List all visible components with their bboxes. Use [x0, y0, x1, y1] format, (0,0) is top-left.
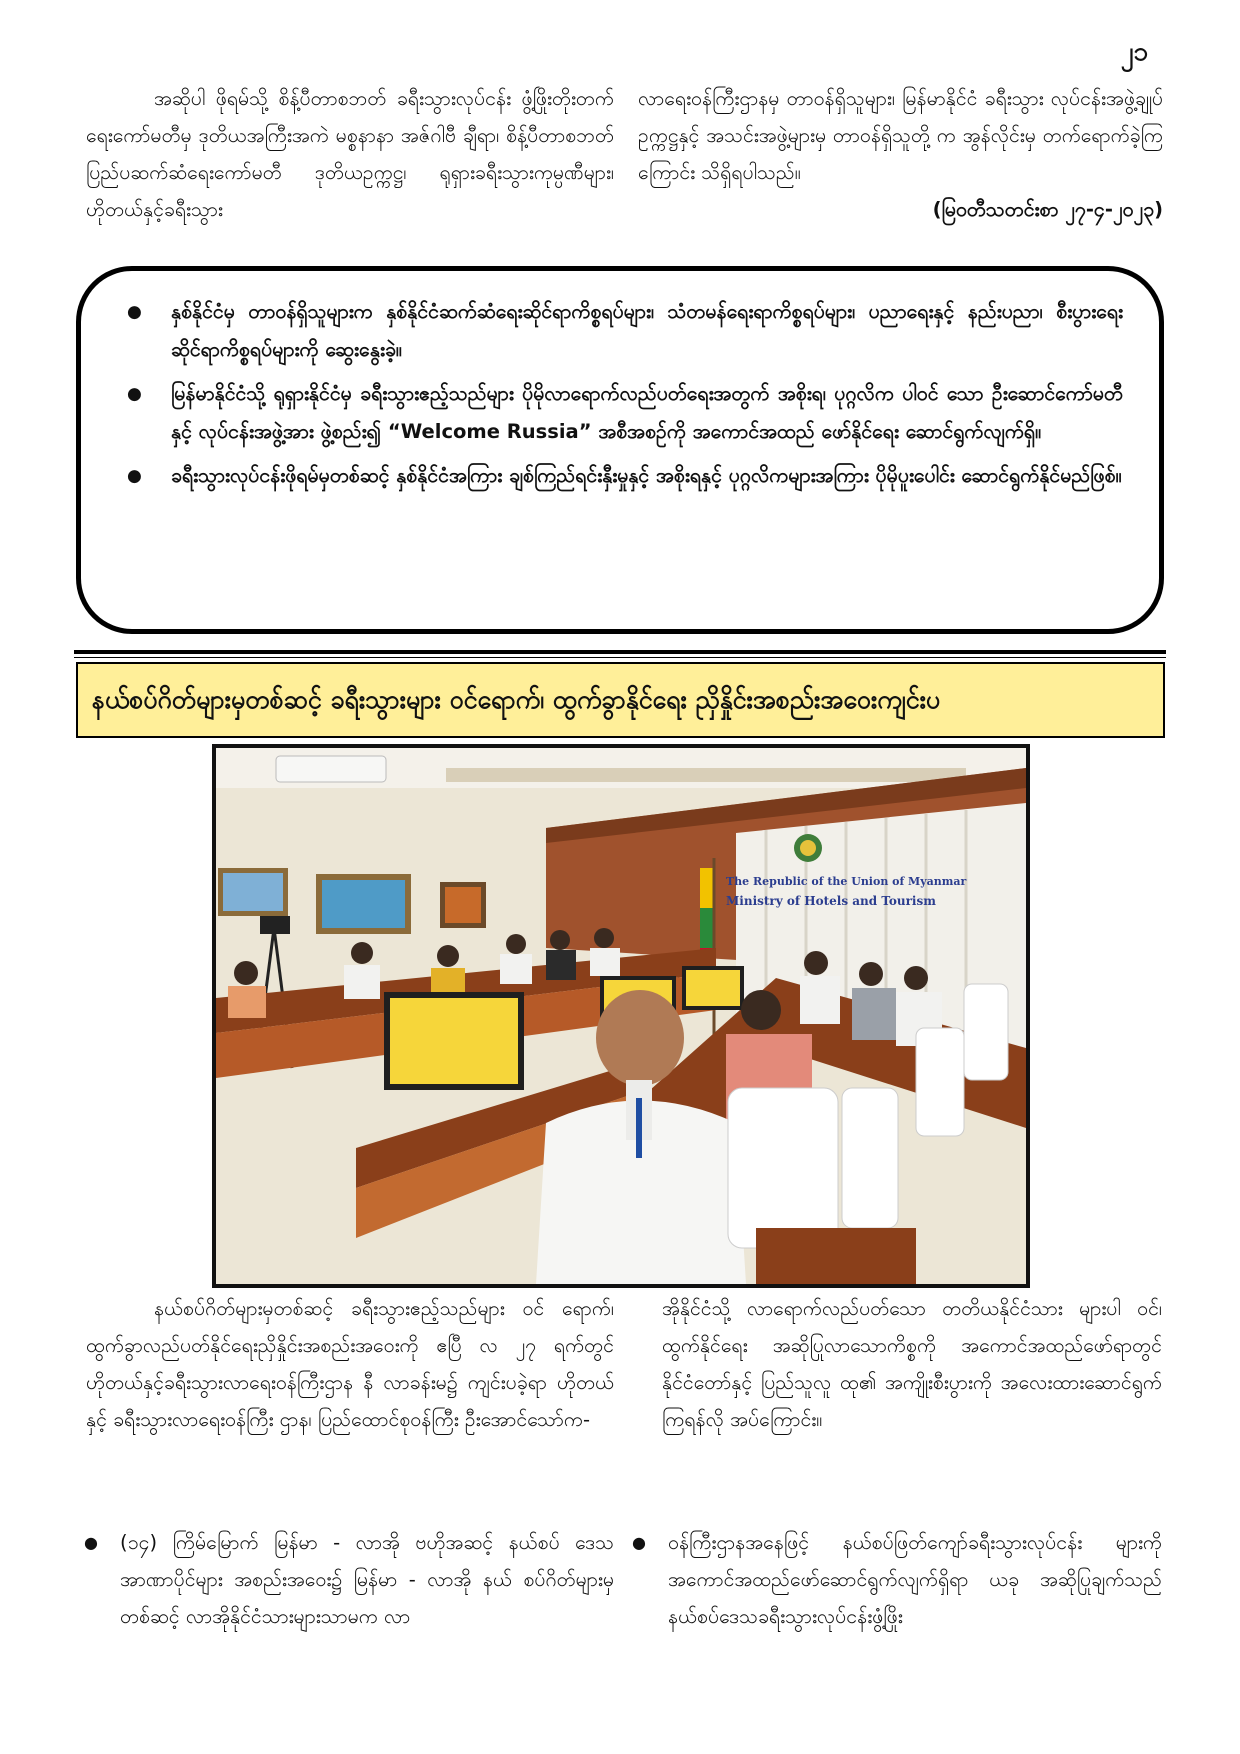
summary-item: ● နှစ်နိုင်ငံမှ တာဝန်ရှိသူများက နှစ်နိုင်ငံဆက်ဆံရေးဆိုင်ရာကိစ္စရပ်များ၊ သံတမန်ရေးရာကိစ္စရပ်များ၊ ပညာရေးနှင့် နည်းပညာ၊ စီးပွားရေးဆိုင်ရာကိစ္စရပ်များကို ဆွေးနွေးခဲ့။	[113, 293, 1123, 369]
source-credit: (မြဝတီသတင်းစာ ၂၇-၄-၂၀၂၃)	[932, 198, 1163, 221]
bottom-right-bullet-text: ဝန်ကြီးဌာနအနေဖြင့် နယ်စပ်ဖြတ်ကျော်ခရီးသွားလုပ်ငန်း များကို အကောင်အထည်ဖော်ဆောင်ရွက်လျက်ရှိရာ ယခု အဆိုပြုချက်သည် နယ်စပ်ဒေသခရီးသွားလုပ်ငန်းဖွံ့ဖြိုး	[668, 1531, 1162, 1628]
banner-line-1: The Republic of the Union of Myanmar	[726, 875, 967, 888]
meeting-photo-illustration	[216, 748, 1026, 1284]
summary-list	[113, 293, 1123, 495]
bottom-article-left-text: နယ်စပ်ဂိတ်များမှတစ်ဆင့် ခရီးသွားဧည့်သည်များ ဝင် ရောက်၊ ထွက်ခွာလည်ပတ်နိုင်ရေးညှိနှိုင်းအစည်းအဝေးကို ဧပြီ လ ၂၇ ရက်တွင် ဟိုတယ်နှင့်ခရီးသွားလာရေးဝန်ကြီးဌာန နီ လာခန်းမ၌ ကျင်းပခဲ့ရာ ဟိုတယ်နှင့် ခရီးသွားလာရေးဝန်ကြီး ဌာန၊ ပြည်ထောင်စုဝန်ကြီး ဦးအောင်သော်က-	[86, 1297, 614, 1431]
bottom-left-bullet	[82, 1524, 614, 1635]
section-divider-thin	[74, 657, 1166, 658]
top-article-right-text: လာရေးဝန်ကြီးဌာနမှ တာဝန်ရှိသူများ၊ မြန်မာနိုင်ငံ ခရီးသွား လုပ်ငန်းအဖွဲ့ချုပ်ဥက္ကဋ္ဌနှင့် အသင်းအဖွဲ့များမှ တာဝန်ရှိသူတို့ က အွန်လိုင်းမှ တက်ရောက်ခဲ့ကြကြောင်း သိရှိရပါသည်။	[638, 87, 1163, 184]
summary-item: ● မြန်မာနိုင်ငံသို့ ရုရှားနိုင်ငံမှ ခရီးသွားဧည့်သည်များ ပိုမိုလာရောက်လည်ပတ်ရေးအတွက် အစိုးရ၊ ပုဂ္ဂလိက ပါဝင် သော ဦးဆောင်ကော်မတီနှင့် လုပ်ငန်းအဖွဲ့အား ဖွဲ့စည်း၍ “Welcome Russia” အစီအစဉ်ကို အကောင်အထည် ဖော်နိုင်ရေး ဆောင်ရွက်လျက်ရှိ။	[113, 375, 1123, 451]
bottom-left-bullet-text: (၁၄) ကြိမ်မြောက် မြန်မာ - လာအို ဗဟိုအဆင့် နယ်စပ် ဒေသအာဏာပိုင်များ အစည်းအဝေး၌ မြန်မာ - လာအို နယ် စပ်ဂိတ်များမှတစ်ဆင့် လာအိုနိုင်ငံသားများသာမက လာ	[120, 1531, 614, 1628]
bottom-right-bullet	[630, 1524, 1162, 1635]
bottom-article-left-column	[86, 1290, 614, 1438]
section-divider	[74, 650, 1166, 654]
summary-box	[76, 266, 1164, 634]
top-article-left-text: အဆိုပါ ဖိုရမ်သို့ စိန့်ပီတာစဘတ် ခရီးသွားလုပ်ငန်း ဖွံ့ဖြိုးတိုးတက်ရေးကော်မတီမှ ဒုတိယအကြီးအကဲ မစ္စနာနာ အဇ်ဂါဗီ ချီရာ၊ စိန့်ပီတာစဘတ် ပြည်ပဆက်ဆံရေးကော်မတီ ဒုတိယဥက္ကဋ္ဌ၊ ရုရှားခရီးသွားကုမ္ပဏီများ၊ ဟိုတယ်နှင့်ခရီးသွား	[86, 87, 614, 221]
banner-line-2: Ministry of Hotels and Tourism	[726, 894, 936, 908]
bullet-dot: ●	[84, 1533, 98, 1552]
page-number: ၂၁	[1120, 37, 1148, 67]
bottom-article-right-text: အိုနိုင်ငံသို့ လာရောက်လည်ပတ်သော တတိယနိုင်ငံသား များပါ ဝင်၊ ထွက်နိုင်ရေး အဆိုပြုလာသောကိစ္စကို အကောင်အထည်ဖော်ရာတွင် နိုင်ငံတော်နှင့် ပြည်သူလူ ထု၏ အကျိုးစီးပွားကို အလေးထားဆောင်ရွက်ကြရန်လို အပ်ကြောင်း။	[662, 1297, 1162, 1431]
top-article-right-column	[638, 80, 1163, 228]
bottom-article-right-column	[662, 1290, 1162, 1438]
top-article-left-column	[86, 80, 614, 228]
summary-item: ● ခရီးသွားလုပ်ငန်းဖိုရမ်မှတစ်ဆင့် နှစ်နိုင်ငံအကြား ချစ်ကြည်ရင်းနှီးမှုနှင့် အစိုးရနှင့် ပုဂ္ဂလိကများအကြား ပိုမိုပူးပေါင်း ဆောင်ရွက်နိုင်မည်ဖြစ်။	[113, 457, 1123, 495]
bullet-dot: ●	[632, 1533, 646, 1552]
article-headline: နယ်စပ်ဂိတ်များမှတစ်ဆင့် ခရီးသွားများ ဝင်ရောက်၊ ထွက်ခွာနိုင်ရေး ညှိနှိုင်းအစည်းအဝေးကျင်းပ	[76, 662, 1165, 738]
meeting-photo	[212, 744, 1030, 1288]
